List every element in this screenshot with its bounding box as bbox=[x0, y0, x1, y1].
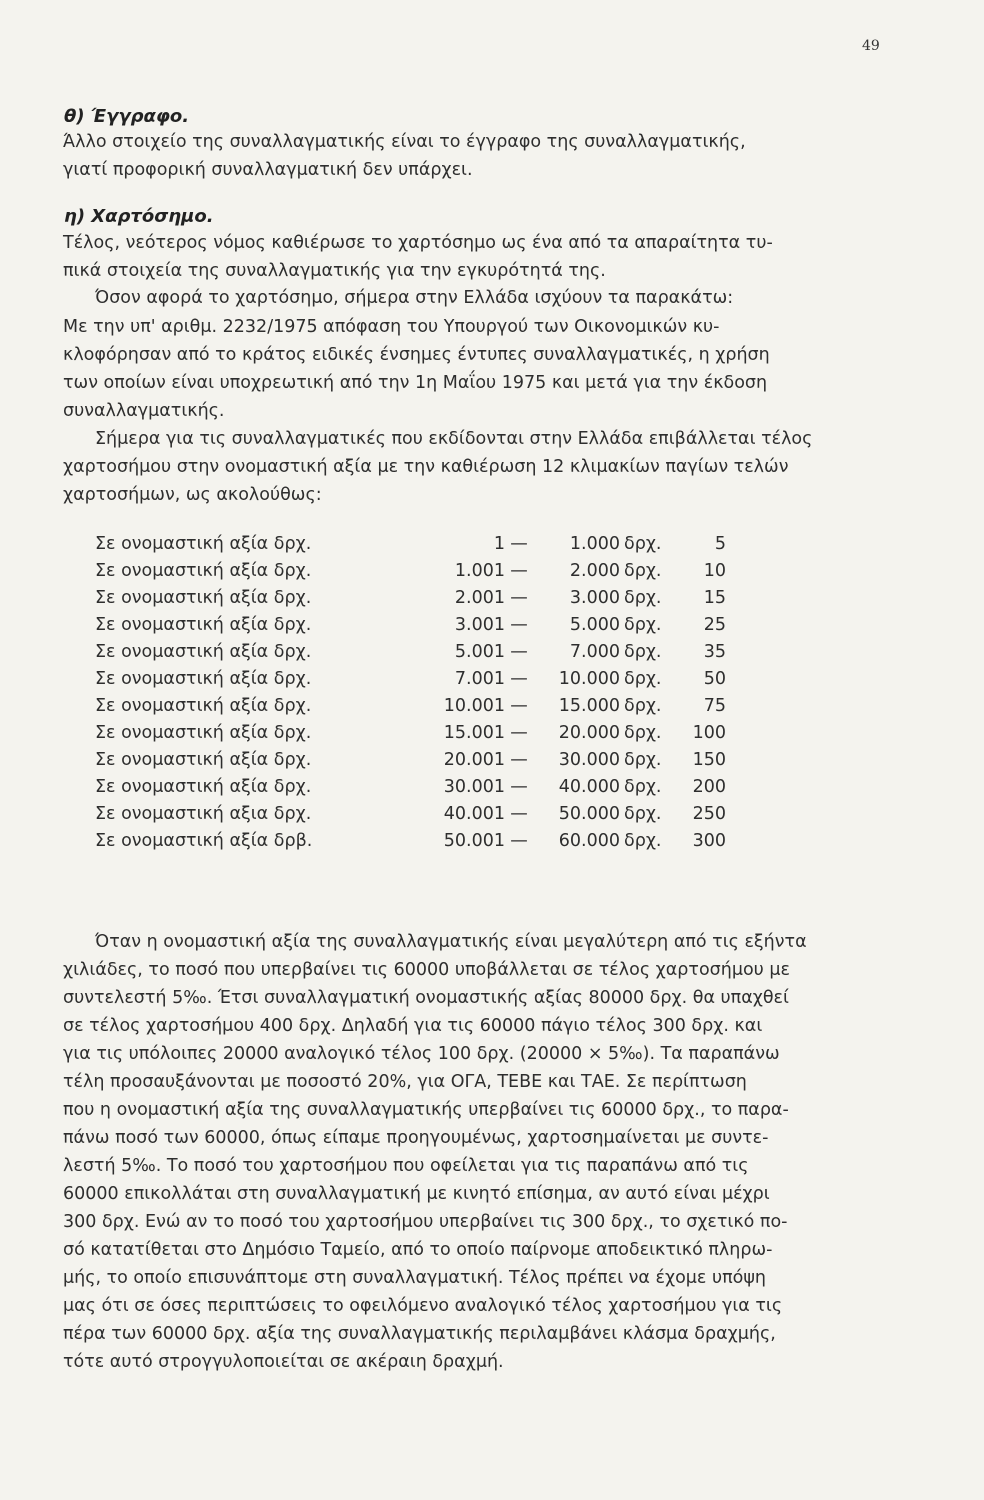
row-label: Σε ονομαστική αξία δρχ. bbox=[95, 723, 312, 743]
currency: δρχ. bbox=[624, 750, 662, 770]
text-line: σό κατατίθεται στο Δημόσιο Ταμείο, από το οποίο παίρνομε αποδεικτικό πληρω- bbox=[63, 1240, 773, 1260]
range-dash: — bbox=[510, 723, 528, 743]
section-heading-eta: η) Χαρτόσημο. bbox=[64, 206, 214, 227]
range-from: 50.001 bbox=[443, 831, 505, 851]
currency: δρχ. bbox=[624, 723, 662, 743]
range-from: 5.001 bbox=[454, 642, 505, 662]
range-from: 1 bbox=[493, 534, 505, 554]
table-row bbox=[0, 640, 984, 664]
range-dash: — bbox=[510, 615, 528, 635]
range-dash: — bbox=[510, 777, 528, 797]
table-row bbox=[0, 532, 984, 556]
range-to: 2.000 bbox=[569, 561, 620, 581]
range-dash: — bbox=[510, 588, 528, 608]
stamp-value: 100 bbox=[692, 723, 726, 743]
range-from: 20.001 bbox=[443, 750, 505, 770]
range-from: 40.001 bbox=[443, 804, 505, 824]
range-dash: — bbox=[510, 561, 528, 581]
stamp-value: 300 bbox=[692, 831, 726, 851]
text-line: χαρτοσήμου στην ονομαστική αξία με την καθιέρωση 12 κλιμακίων παγίων τελών bbox=[63, 457, 789, 477]
text-line: γιατί προφορική συναλλαγματική δεν υπάρχει. bbox=[63, 160, 473, 180]
text-line: Όταν η ονομαστική αξία της συναλλαγματικής είναι μεγαλύτερη από τις εξήντα bbox=[95, 932, 807, 952]
stamp-value: 5 bbox=[714, 534, 726, 554]
text-line: πάνω ποσό των 60000, όπως είπαμε προηγουμένως, χαρτοσημαίνεται με συντε- bbox=[63, 1128, 769, 1148]
table-row bbox=[0, 775, 984, 799]
text-line: πικά στοιχεία της συναλλαγματικής για την εγκυρότητά της. bbox=[63, 261, 606, 281]
range-to: 30.000 bbox=[558, 750, 620, 770]
currency: δρχ. bbox=[624, 588, 662, 608]
range-dash: — bbox=[510, 696, 528, 716]
text-line: Τέλος, νεότερος νόμος καθιέρωσε το χαρτόσημο ως ένα από τα απαραίτητα τυ- bbox=[63, 233, 773, 253]
range-to: 15.000 bbox=[558, 696, 620, 716]
text-line: μής, το οποίο επισυνάπτομε στη συναλλαγματική. Τέλος πρέπει να έχομε υπόψη bbox=[63, 1268, 766, 1288]
section-heading-theta: θ) Έγγραφο. bbox=[64, 106, 190, 127]
range-from: 3.001 bbox=[454, 615, 505, 635]
row-label: Σε ονομαστική αξία δρχ. bbox=[95, 777, 312, 797]
table-row bbox=[0, 748, 984, 772]
text-line: 60000 επικολλάται στη συναλλαγματική με κινητό επίσημα, αν αυτό είναι μέχρι bbox=[63, 1184, 770, 1204]
text-line: λεστή 5‰. Το ποσό του χαρτοσήμου που οφείλεται για τις παραπάνω από τις bbox=[63, 1156, 749, 1176]
table-row bbox=[0, 613, 984, 637]
currency: δρχ. bbox=[624, 561, 662, 581]
text-line: συναλλαγματικής. bbox=[63, 401, 225, 421]
text-line: για τις υπόλοιπες 20000 αναλογικό τέλος 100 δρχ. (20000 × 5‰). Τα παραπάνω bbox=[63, 1044, 780, 1064]
range-to: 7.000 bbox=[569, 642, 620, 662]
table-row bbox=[0, 694, 984, 718]
range-from: 10.001 bbox=[443, 696, 505, 716]
stamp-value: 75 bbox=[703, 696, 726, 716]
row-label: Σε ονομαστική αξία δρχ. bbox=[95, 561, 312, 581]
stamp-value: 35 bbox=[703, 642, 726, 662]
table-row bbox=[0, 802, 984, 826]
text-line: κλοφόρησαν από το κράτος ειδικές ένσημες έντυπες συναλλαγματικές, η χρήση bbox=[63, 345, 770, 365]
range-to: 60.000 bbox=[558, 831, 620, 851]
table-row bbox=[0, 667, 984, 691]
stamp-value: 250 bbox=[692, 804, 726, 824]
table-row bbox=[0, 721, 984, 745]
row-label: Σε ονομαστική αξία δρχ. bbox=[95, 750, 312, 770]
currency: δρχ. bbox=[624, 534, 662, 554]
range-from: 1.001 bbox=[454, 561, 505, 581]
text-line: χαρτοσήμων, ως ακολούθως: bbox=[63, 485, 322, 505]
row-label: Σε ονομαστική αξία δρβ. bbox=[95, 831, 313, 851]
text-line: Άλλο στοιχείο της συναλλαγματικής είναι το έγγραφο της συναλλαγματικής, bbox=[63, 132, 746, 152]
text-line: τότε αυτό στρογγυλοποιείται σε ακέραιη δραχμή. bbox=[63, 1352, 504, 1372]
range-to: 1.000 bbox=[569, 534, 620, 554]
range-to: 50.000 bbox=[558, 804, 620, 824]
text-line: Όσον αφορά το χαρτόσημο, σήμερα στην Ελλάδα ισχύουν τα παρακάτω: bbox=[95, 288, 734, 308]
range-dash: — bbox=[510, 804, 528, 824]
range-to: 5.000 bbox=[569, 615, 620, 635]
text-line: Με την υπ' αριθμ. 2232/1975 απόφαση του Υπουργού των Οικονομικών κυ- bbox=[63, 317, 720, 337]
row-label: Σε ονομαστική αξία δρχ. bbox=[95, 642, 312, 662]
currency: δρχ. bbox=[624, 642, 662, 662]
currency: δρχ. bbox=[624, 669, 662, 689]
currency: δρχ. bbox=[624, 804, 662, 824]
page-number: 49 bbox=[862, 38, 880, 54]
range-dash: — bbox=[510, 750, 528, 770]
table-row bbox=[0, 829, 984, 853]
stamp-value: 150 bbox=[692, 750, 726, 770]
stamp-value: 10 bbox=[703, 561, 726, 581]
range-dash: — bbox=[510, 642, 528, 662]
table-row bbox=[0, 586, 984, 610]
range-dash: — bbox=[510, 534, 528, 554]
range-from: 30.001 bbox=[443, 777, 505, 797]
range-to: 10.000 bbox=[558, 669, 620, 689]
range-to: 40.000 bbox=[558, 777, 620, 797]
row-label: Σε ονομαστική αξία δρχ. bbox=[95, 696, 312, 716]
table-row bbox=[0, 559, 984, 583]
stamp-value: 50 bbox=[703, 669, 726, 689]
text-line: σε τέλος χαρτοσήμου 400 δρχ. Δηλαδή για τις 60000 πάγιο τέλος 300 δρχ. και bbox=[63, 1016, 763, 1036]
row-label: Σε ονομαστική αξια δρχ. bbox=[95, 804, 312, 824]
currency: δρχ. bbox=[624, 777, 662, 797]
row-label: Σε ονομαστική αξία δρχ. bbox=[95, 588, 312, 608]
text-line: 300 δρχ. Ενώ αν το ποσό του χαρτοσήμου υπερβαίνει τις 300 δρχ., το σχετικό πο- bbox=[63, 1212, 788, 1232]
range-from: 15.001 bbox=[443, 723, 505, 743]
text-line: που η ονομαστική αξία της συναλλαγματικής υπερβαίνει τις 60000 δρχ., το παρα- bbox=[63, 1100, 789, 1120]
text-line: των οποίων είναι υποχρεωτική από την 1η Μαΐου 1975 και μετά για την έκδοση bbox=[63, 373, 768, 393]
text-line: χιλιάδες, το ποσό που υπερβαίνει τις 60000 υποβάλλεται σε τέλος χαρτοσήμου με bbox=[63, 960, 790, 980]
stamp-value: 25 bbox=[703, 615, 726, 635]
row-label: Σε ονομαστική αξία δρχ. bbox=[95, 615, 312, 635]
range-from: 2.001 bbox=[454, 588, 505, 608]
range-dash: — bbox=[510, 831, 528, 851]
text-line: τέλη προσαυξάνονται με ποσοστό 20%, για ΟΓΑ, ΤΕΒΕ και ΤΑΕ. Σε περίπτωση bbox=[63, 1072, 747, 1092]
range-to: 3.000 bbox=[569, 588, 620, 608]
currency: δρχ. bbox=[624, 831, 662, 851]
range-to: 20.000 bbox=[558, 723, 620, 743]
row-label: Σε ονομαστική αξία δρχ. bbox=[95, 669, 312, 689]
currency: δρχ. bbox=[624, 696, 662, 716]
range-dash: — bbox=[510, 669, 528, 689]
row-label: Σε ονομαστική αξία δρχ. bbox=[95, 534, 312, 554]
text-line: μας ότι σε όσες περιπτώσεις το οφειλόμενο αναλογικό τέλος χαρτοσήμου για τις bbox=[63, 1296, 783, 1316]
stamp-value: 15 bbox=[703, 588, 726, 608]
stamp-value: 200 bbox=[692, 777, 726, 797]
range-from: 7.001 bbox=[454, 669, 505, 689]
text-line: συντελεστή 5‰. Έτσι συναλλαγματική ονομαστικής αξίας 80000 δρχ. θα υπαχθεί bbox=[63, 988, 789, 1008]
text-line: πέρα των 60000 δρχ. αξία της συναλλαγματικής περιλαμβάνει κλάσμα δραχμής, bbox=[63, 1324, 776, 1344]
currency: δρχ. bbox=[624, 615, 662, 635]
text-line: Σήμερα για τις συναλλαγματικές που εκδίδονται στην Ελλάδα επιβάλλεται τέλος bbox=[95, 429, 813, 449]
